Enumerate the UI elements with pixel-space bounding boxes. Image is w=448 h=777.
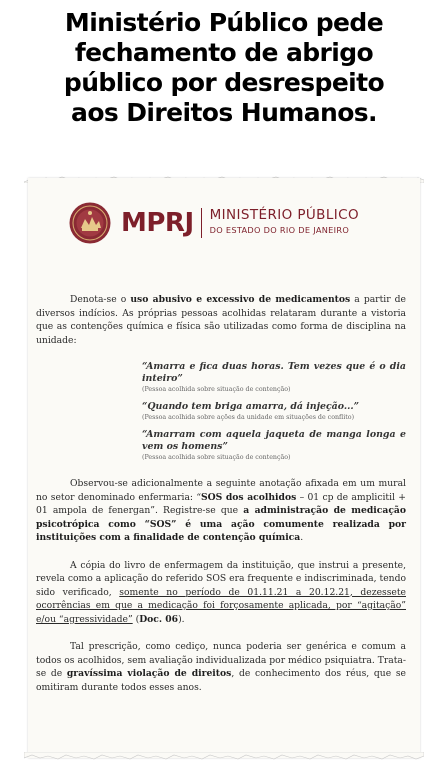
- document-body: [36, 293, 406, 694]
- headline-line-3: público por desrespeito: [63, 68, 385, 97]
- text-run: A cópia do livro de enfermagem da instituição, que instrui a presente, revela como a aplicação do referido SOS era frequente e indiscriminada, tendo sido verificado,: [36, 559, 406, 598]
- text-run: Observou-se adicionalmente a seguinte anotação afixada em um mural no setor denominado enfermaria: “: [36, 478, 406, 503]
- paragraph-3: [36, 559, 406, 627]
- paragraph-1: [36, 293, 406, 347]
- underlined-run: somente no período de 01.11.21 a 20.12.21, dezessete ocorrências em que a medicação foi forçosamente aplicada, por “agitação” e/ou “agressividade”: [36, 586, 406, 625]
- text-run: ).: [178, 613, 185, 625]
- quote-3-source: (Pessoa acolhida sobre situação de contenção): [142, 454, 291, 461]
- headline: [0, 8, 448, 128]
- logo-subtitle: DO ESTADO DO RIO DE JANEIRO: [209, 225, 350, 235]
- quote-2-source: (Pessoa acolhida sobre ações da unidade em situações de conflito): [142, 414, 355, 421]
- headline-line-4: aos Direitos Humanos.: [71, 98, 377, 127]
- quote-2: “Quando tem briga amarra, dá injeção...”: [142, 401, 359, 412]
- logo-acronym: MPRJ: [121, 208, 194, 238]
- quote-1-source: (Pessoa acolhida sobre situação de contenção): [142, 386, 291, 393]
- headline-line-1: Ministério Público pede: [64, 8, 384, 37]
- document-scan: [28, 178, 420, 758]
- paragraph-4: [36, 640, 406, 694]
- text-run: Denota-se o: [70, 294, 131, 305]
- bold-run: Doc. 06: [139, 613, 179, 625]
- text-run: – 01 cp de amplicitil + 01 ampola de fenergan”. Registre-se que: [36, 491, 407, 516]
- logo-name: MINISTÉRIO PÚBLICO: [209, 207, 359, 223]
- quote-3: “Amarram com aquela jaqueta de manga longa e vem os homens”: [142, 429, 406, 452]
- text-run: , de conhecimento dos réus, que se omitiram durante todos esses anos.: [36, 668, 406, 693]
- logo-text: [210, 208, 359, 238]
- logo-divider: [201, 208, 202, 238]
- bold-run: a administração de medicação psicotrópica como “SOS” é uma ação comumente realizada por instituições com a finalidade de contenção química: [36, 505, 406, 543]
- paragraph-2: [36, 477, 406, 545]
- text-run: Tal prescrição, como cediço, nunca poderia ser genérica e comum a todos os acolhidos, sem avaliação individualizada por médico psiquiatra. Trata-se de: [36, 641, 406, 679]
- seal-icon: [68, 201, 112, 245]
- bold-run: gravíssima violação de direitos: [66, 668, 232, 679]
- headline-line-2: fechamento de abrigo: [74, 38, 374, 67]
- torn-edge-bottom: [24, 752, 424, 762]
- text-run: .: [300, 532, 304, 543]
- text-run: (: [132, 613, 140, 625]
- bold-run: SOS dos acolhidos: [201, 491, 297, 503]
- mprj-logo: [68, 200, 359, 246]
- text-run: a partir de diversos indícios. As próprias pessoas acolhidas relataram durante a vistoria que as contenções química e física são utilizadas como forma de disciplina na unidade:: [36, 294, 406, 346]
- bold-run: uso abusivo e excessivo de medicamentos: [130, 294, 351, 305]
- quote-1: “Amarra e fica duas horas. Tem vezes que é o dia inteiro”: [142, 361, 406, 384]
